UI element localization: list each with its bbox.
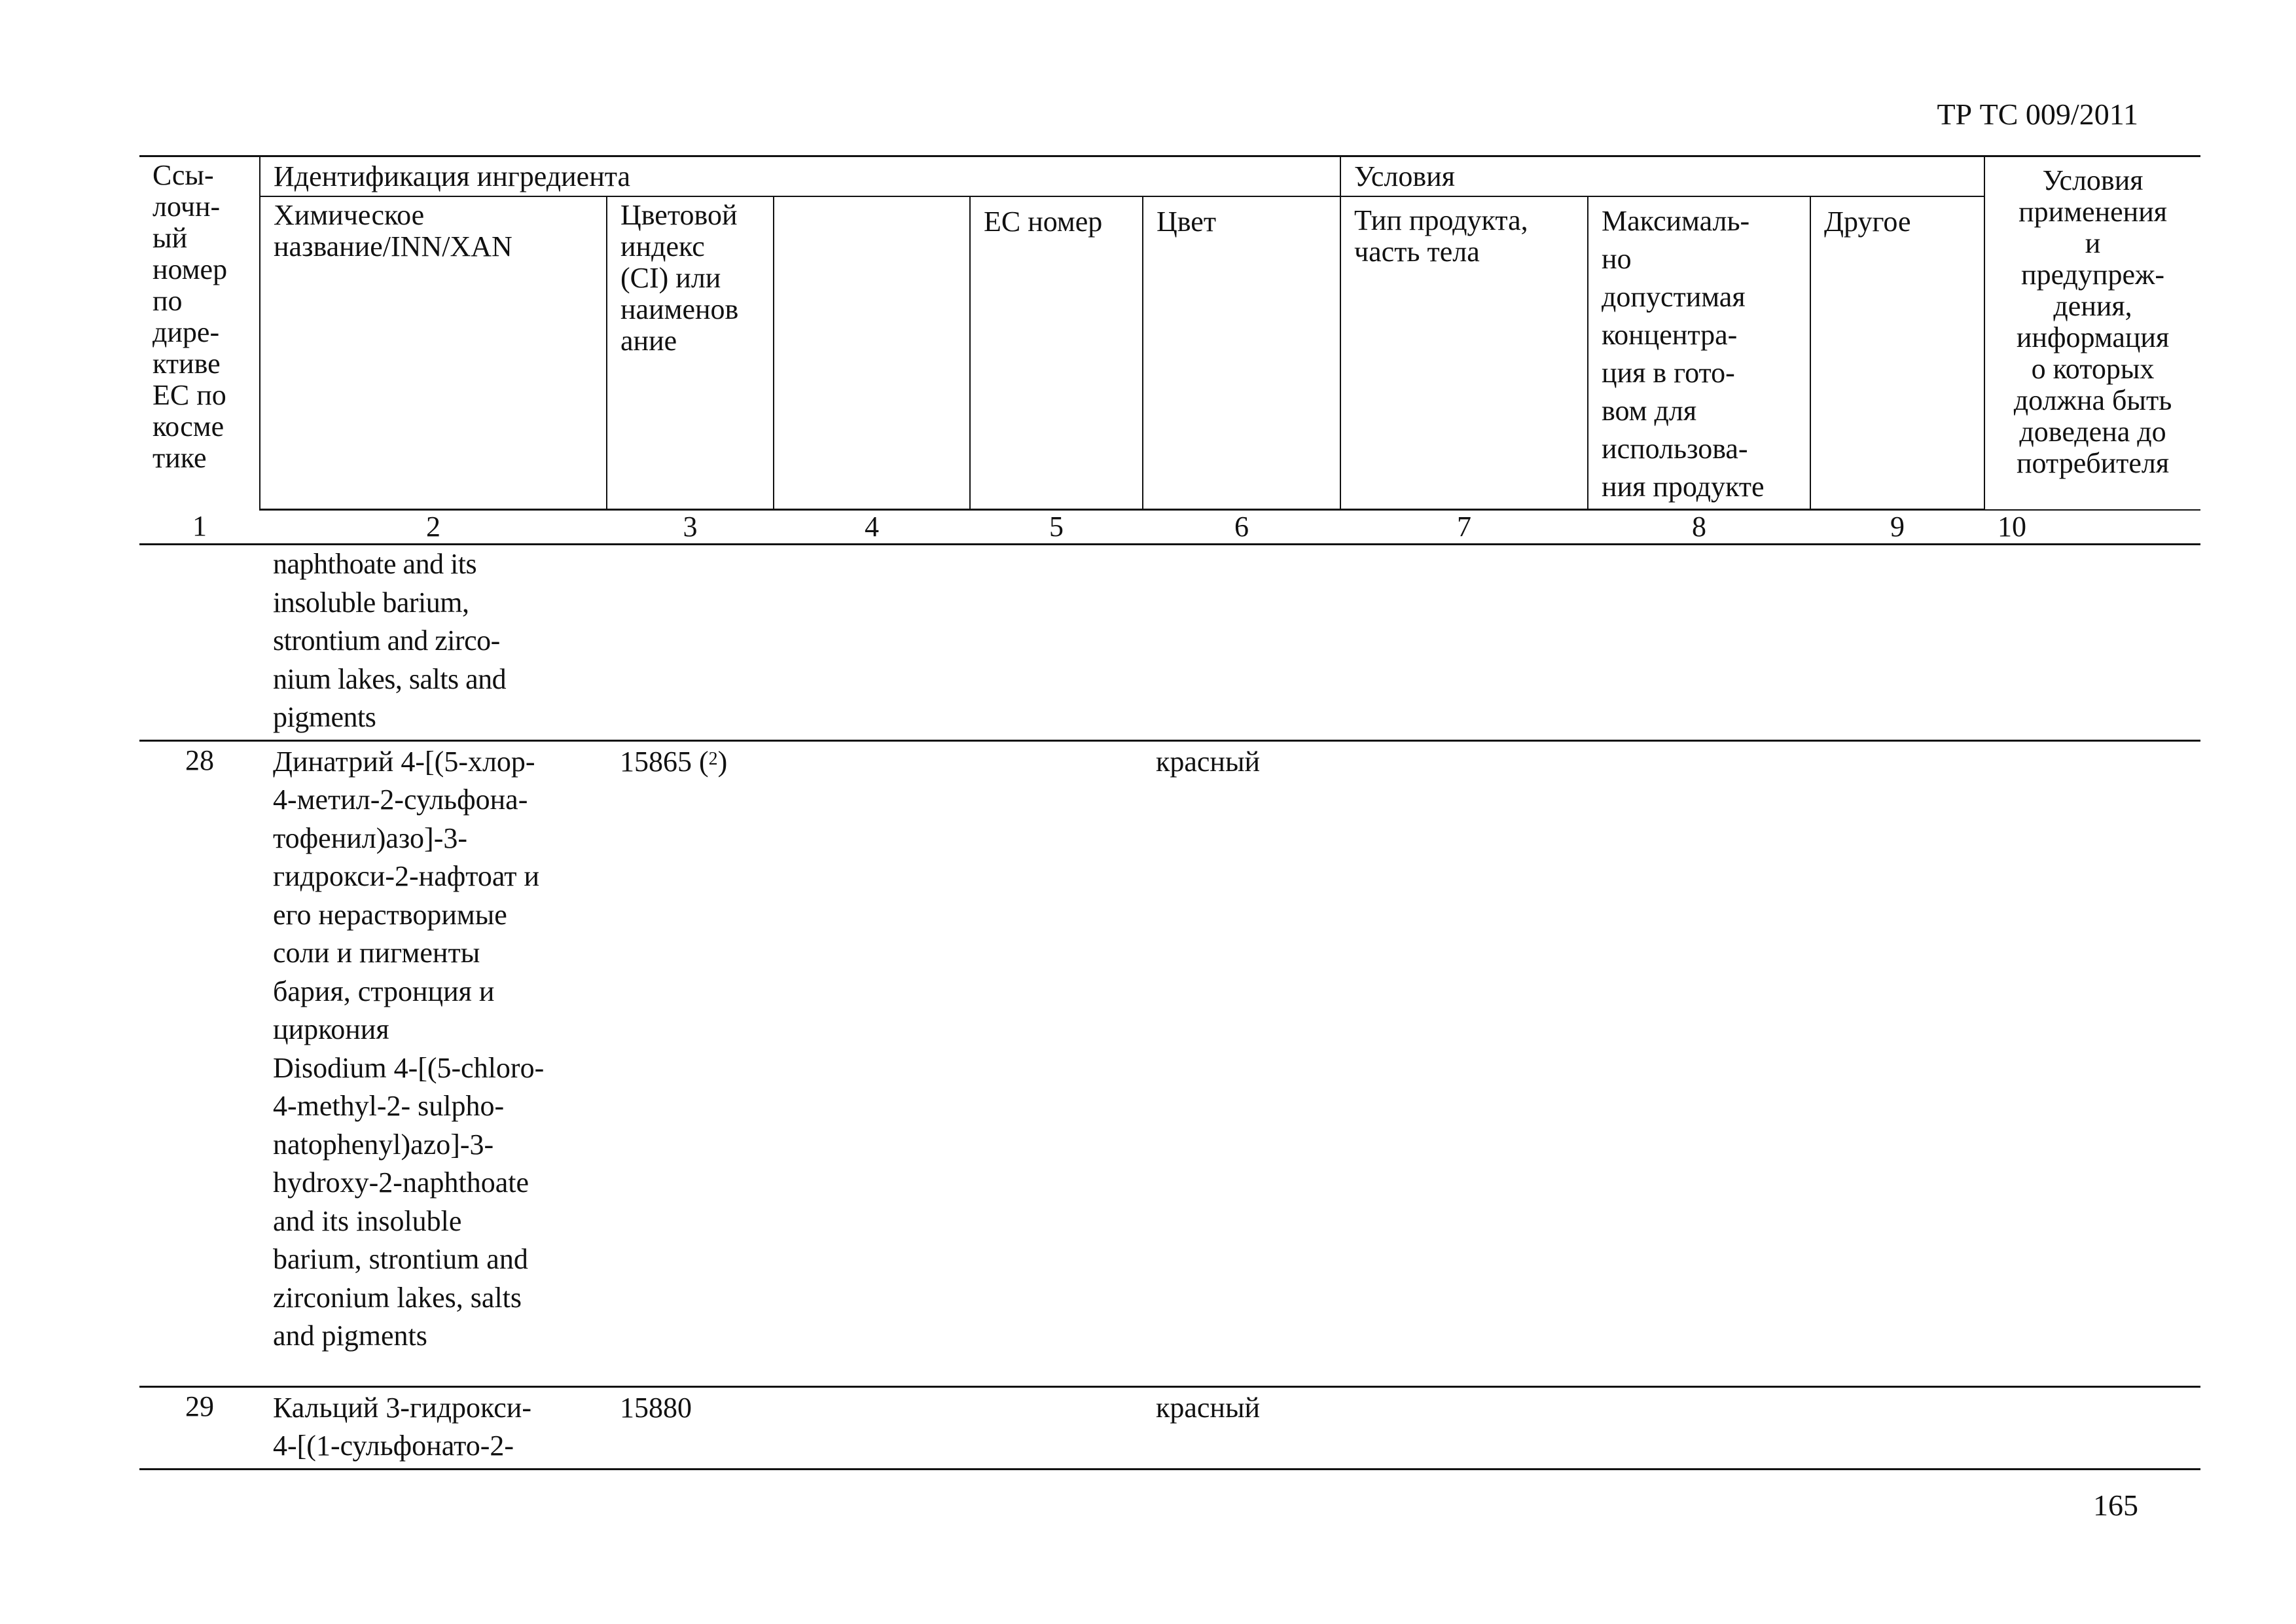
header-row-groups: [139, 156, 2200, 197]
col4-header: [774, 196, 970, 510]
row-number: [139, 545, 260, 741]
column-number: 8: [1588, 510, 1810, 545]
col3-header: Цветовой индекс (CI) или наименов ание: [607, 196, 774, 510]
col6-header: Цвет: [1143, 196, 1340, 510]
column-number: 7: [1340, 510, 1588, 545]
column-number: 3: [607, 510, 774, 545]
column-number: 4: [774, 510, 970, 545]
color-value: красный: [1143, 1386, 1340, 1469]
col10-header: Условия применения и предупреж- дения, информация о которых должна быть доведена до потребителя: [1984, 156, 2200, 510]
row-number: 29: [139, 1386, 260, 1469]
chemical-name: Кальций 3-гидрокси- 4-[(1-сульфонато-2-: [260, 1386, 607, 1469]
col7-header: Тип продукта, часть тела: [1340, 196, 1588, 510]
document-code-header: ТР ТС 009/2011: [1937, 98, 2138, 131]
col8-header: Максималь- но допустимая концентра- ция в гото- вом для использова- ния продукте: [1588, 196, 1810, 510]
conditions-group-header: Условия: [1340, 156, 1984, 197]
col5-header: ЕС номер: [970, 196, 1143, 510]
identification-group-header: Идентификация ингредиента: [260, 156, 1340, 197]
col2-header: Химическое название/INN/XAN: [260, 196, 607, 510]
col9-header: Другое: [1810, 196, 1984, 510]
column-numbers-row: [139, 510, 2200, 545]
column-number: 10: [1984, 510, 2200, 545]
color-value: красный: [1143, 740, 1340, 1386]
chemical-name: naphthoate and its insoluble barium, strontium and zirco- nium lakes, salts and pigments: [260, 545, 607, 741]
column-number: 9: [1810, 510, 1984, 545]
ci-index: [607, 545, 774, 741]
table-row: [139, 1386, 2200, 1469]
col1-header: Ссы- лочн- ый номер по дире- ктиве ЕС по косме тике: [139, 156, 260, 510]
ci-index: 15880: [607, 1386, 774, 1469]
table-row: [139, 545, 2200, 741]
column-number: 5: [970, 510, 1143, 545]
column-number: 2: [260, 510, 607, 545]
header-row-columns: [139, 196, 2200, 510]
chemical-name: Динатрий 4-[(5-хлор- 4-метил-2-сульфона- тофенил)азо]-3- гидрокси-2-нафтоат и его нерастворимые соли и пигменты бария, стронция и циркония Disodium 4-[(5-chloro- 4-methyl-2- sulpho- natophenyl)azo]-3- hydroxy-2-naphthoate and its insoluble barium, strontium and zirconium lakes, salts and pigments: [260, 740, 607, 1386]
color-value: [1143, 545, 1340, 741]
ingredients-table: [139, 155, 2200, 1470]
ci-index: 15865 ($^2$): [607, 740, 774, 1386]
column-number: 1: [139, 510, 260, 545]
table-row: [139, 740, 2200, 1386]
row-number: 28: [139, 740, 260, 1386]
column-number: 6: [1143, 510, 1340, 545]
page-number: 165: [2093, 1489, 2138, 1522]
